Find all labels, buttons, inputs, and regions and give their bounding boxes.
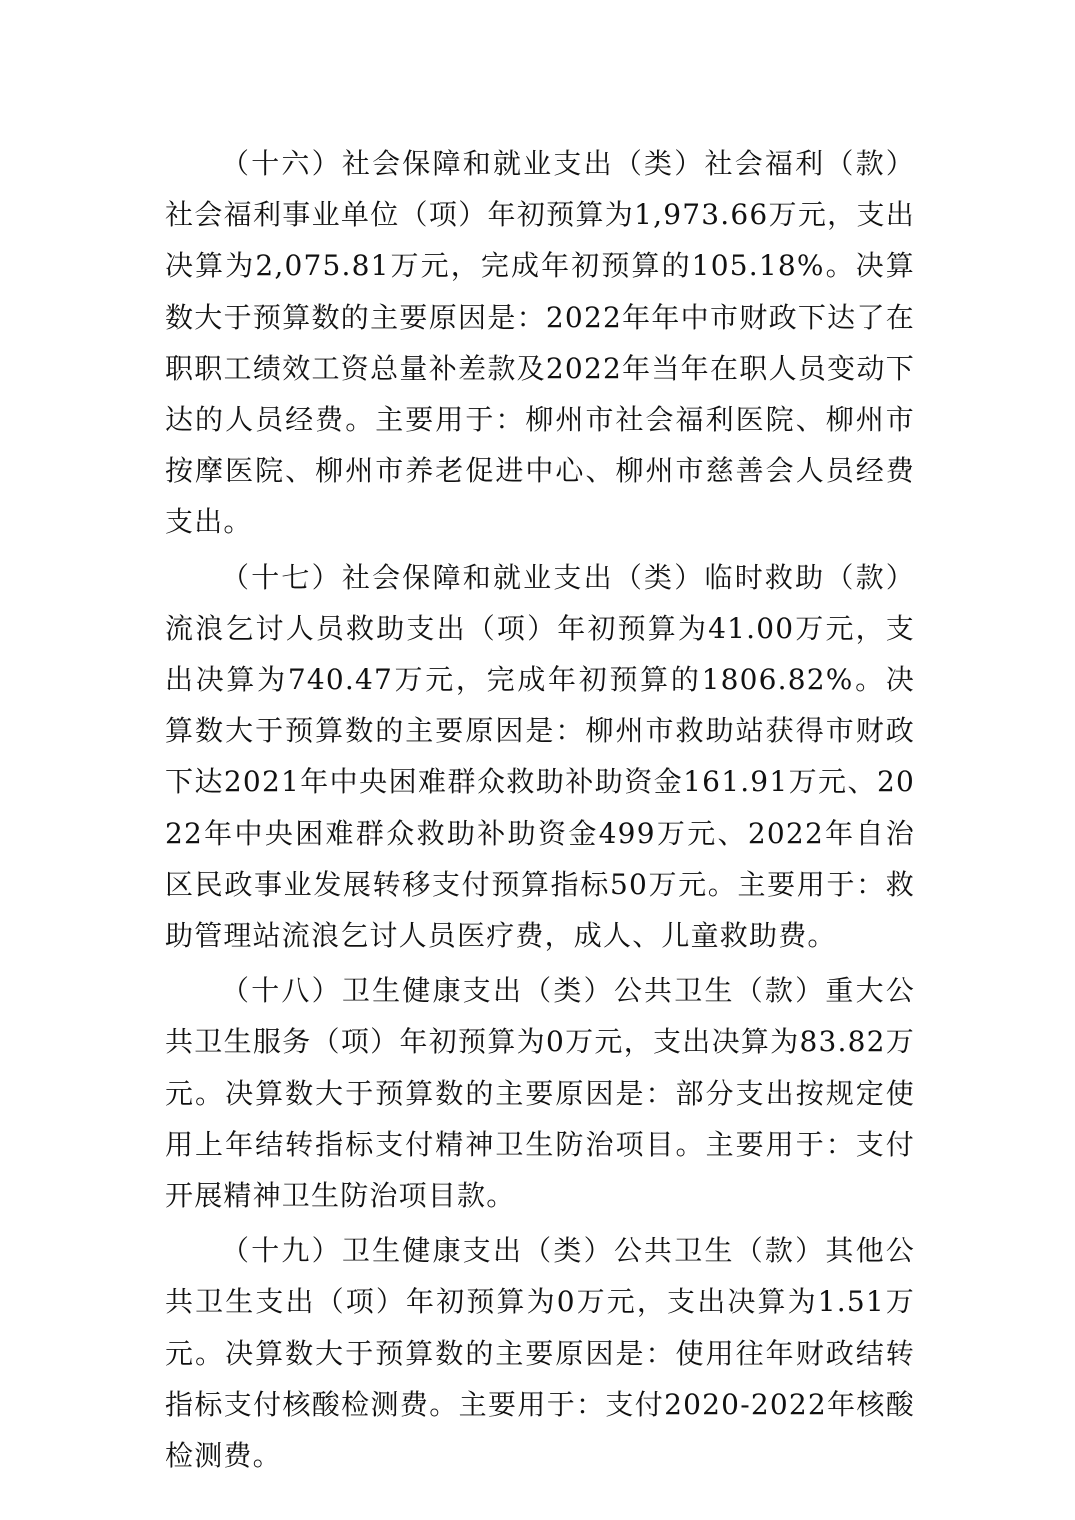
paragraph-17: （十七）社会保障和就业支出（类）临时救助（款）流浪乞讨人员救助支出（项）年初预算为41.00万元，支出决算为740.47万元，完成年初预算的1806.82%。决算数大于预算数的主要原因是：柳州市救助站获得市财政下达2021年中央困难群众救助补助资金161.91万元、2022年中央困难群众救助补助资金499万元、2022年自治区民政事业发展转移支付预算指标50万元。主要用于：救助管理站流浪乞讨人员医疗费，成人、儿童救助费。 <box>165 560 915 953</box>
paragraph-18: （十八）卫生健康支出（类）公共卫生（款）重大公共卫生服务（项）年初预算为0万元，支出决算为83.82万元。决算数大于预算数的主要原因是：部分支出按规定使用上年结转指标支付精神卫生防治项目。主要用于：支付开展精神卫生防治项目款。 <box>165 974 915 1213</box>
paragraph-19: （十九）卫生健康支出（类）公共卫生（款）其他公共卫生支出（项）年初预算为0万元，支出决算为1.51万元。决算数大于预算数的主要原因是：使用往年财政结转指标支付核酸检测费。主要用于：支付2020-2022年核酸检测费。 <box>165 1234 915 1473</box>
document-body <box>165 138 915 1485</box>
paragraph-16: （十六）社会保障和就业支出（类）社会福利（款）社会福利事业单位（项）年初预算为1,973.66万元，支出决算为2,075.81万元，完成年初预算的105.18%。决算数大于预算数的主要原因是：2022年年中市财政下达了在职职工绩效工资总量补差款及2022年当年在职人员变动下达的人员经费。主要用于：柳州市社会福利医院、柳州市按摩医院、柳州市养老促进中心、柳州市慈善会人员经费支出。 <box>165 147 915 539</box>
